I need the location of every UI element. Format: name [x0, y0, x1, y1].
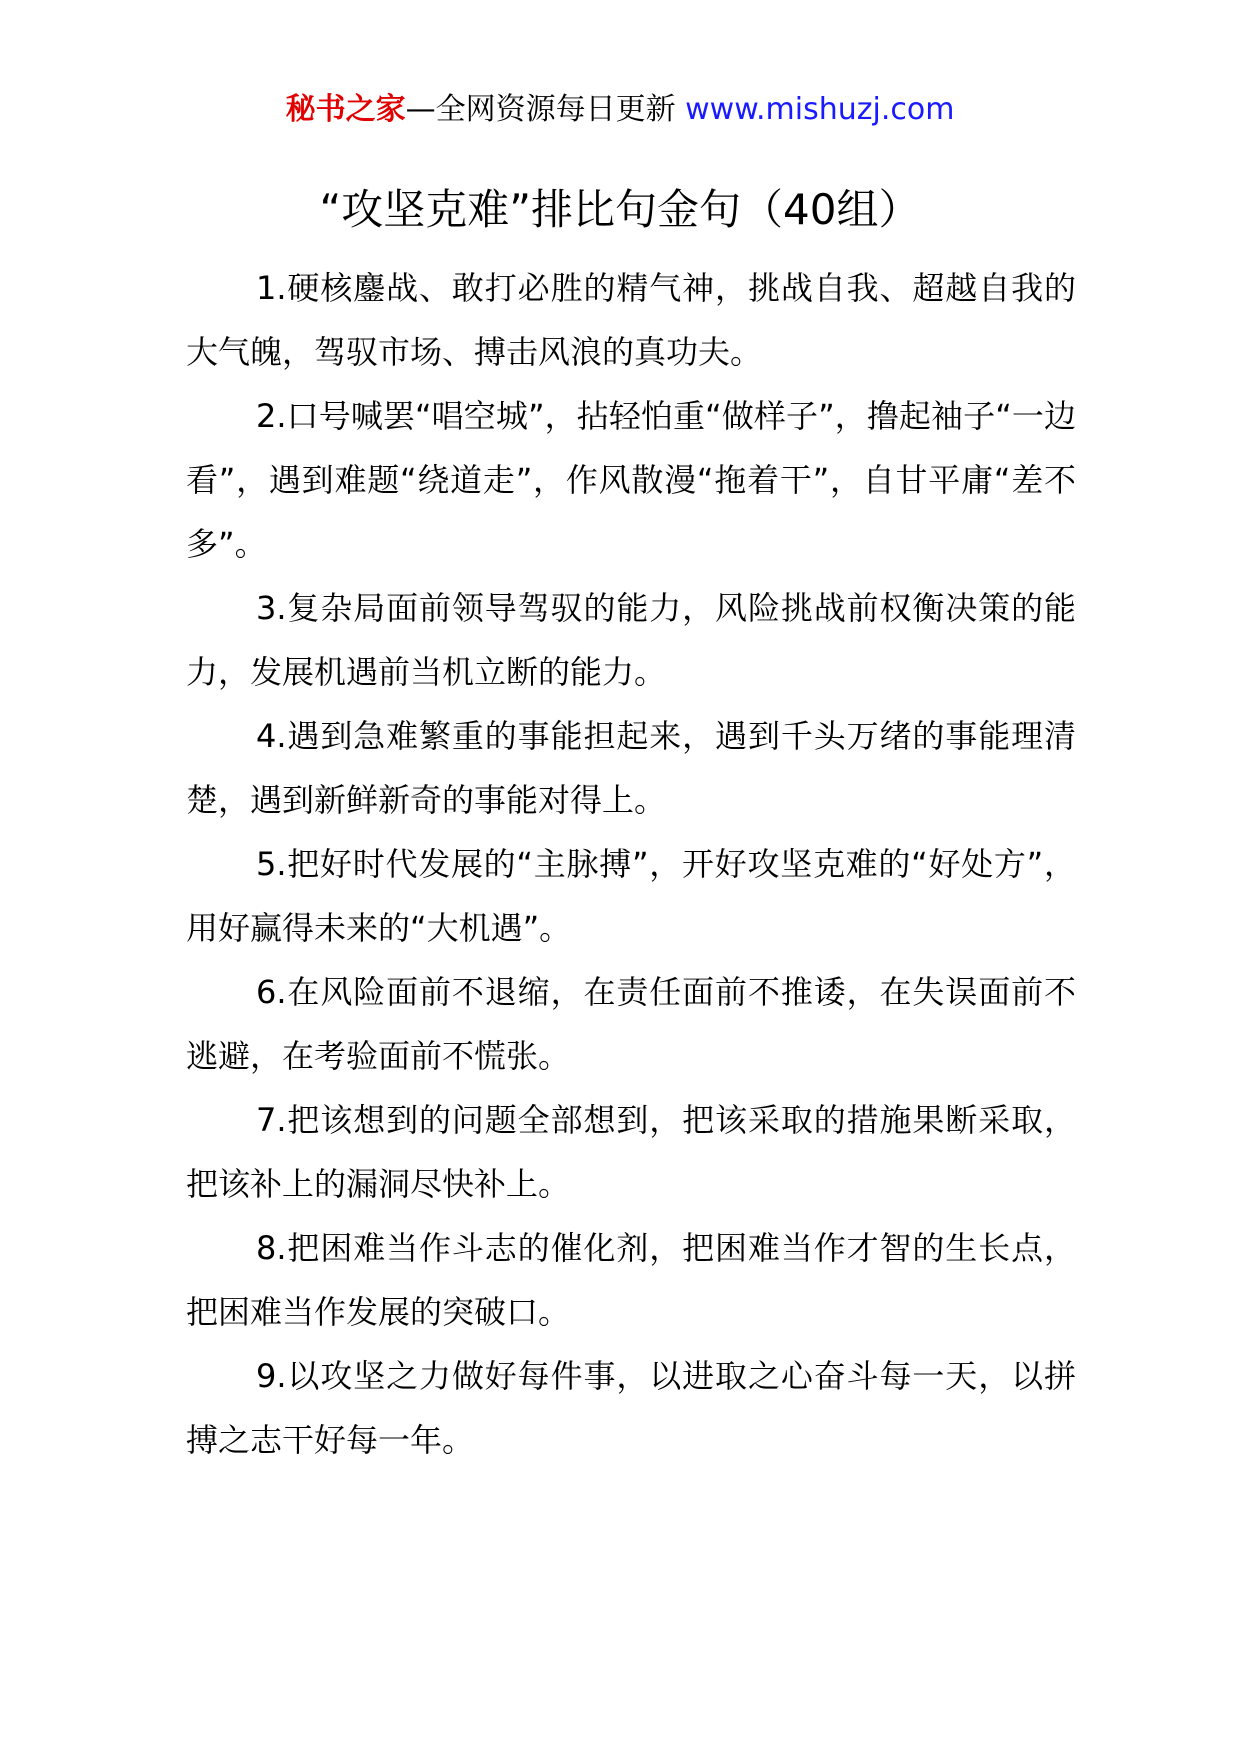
- paragraph-7: 7.把该想到的问题全部想到，把该采取的措施果断采取，把该补上的漏洞尽快补上。: [186, 1101, 1076, 1203]
- site-url-link[interactable]: www.mishuzj.com: [685, 92, 955, 127]
- paragraph-2: 2.口号喊罢“唱空城”，拈轻怕重“做样子”，撸起袖子“一边看”，遇到难题“绕道走”，作风散漫“拖着干”，自甘平庸“差不多”。: [186, 397, 1076, 563]
- paragraph-8: 8.把困难当作斗志的催化剂，把困难当作才智的生长点，把困难当作发展的突破口。: [186, 1229, 1076, 1331]
- document-body: [186, 256, 1076, 1472]
- paragraph-1: 1.硬核鏖战、敢打必胜的精气神，挑战自我、超越自我的大气魄，驾驭市场、搏击风浪的真功夫。: [186, 269, 1076, 371]
- brand-name: 秘书之家: [285, 92, 406, 127]
- paragraph-3: 3.复杂局面前领导驾驭的能力，风险挑战前权衡决策的能力，发展机遇前当机立断的能力。: [186, 589, 1076, 691]
- paragraph-6: 6.在风险面前不退缩，在责任面前不推诿，在失误面前不逃避，在考验面前不慌张。: [186, 973, 1076, 1075]
- document-title: “攻坚克难”排比句金句（40组）: [319, 185, 921, 234]
- header-tagline: —全网资源每日更新: [405, 92, 676, 127]
- paragraph-5: 5.把好时代发展的“主脉搏”，开好攻坚克难的“好处方”，用好赢得未来的“大机遇”。: [186, 845, 1076, 947]
- paragraph-9: 9.以攻坚之力做好每件事，以进取之心奋斗每一天，以拼搏之志干好每一年。: [186, 1357, 1076, 1459]
- paragraph-4: 4.遇到急难繁重的事能担起来，遇到千头万绪的事能理清楚，遇到新鲜新奇的事能对得上。: [186, 717, 1076, 819]
- site-header: [0, 88, 1240, 132]
